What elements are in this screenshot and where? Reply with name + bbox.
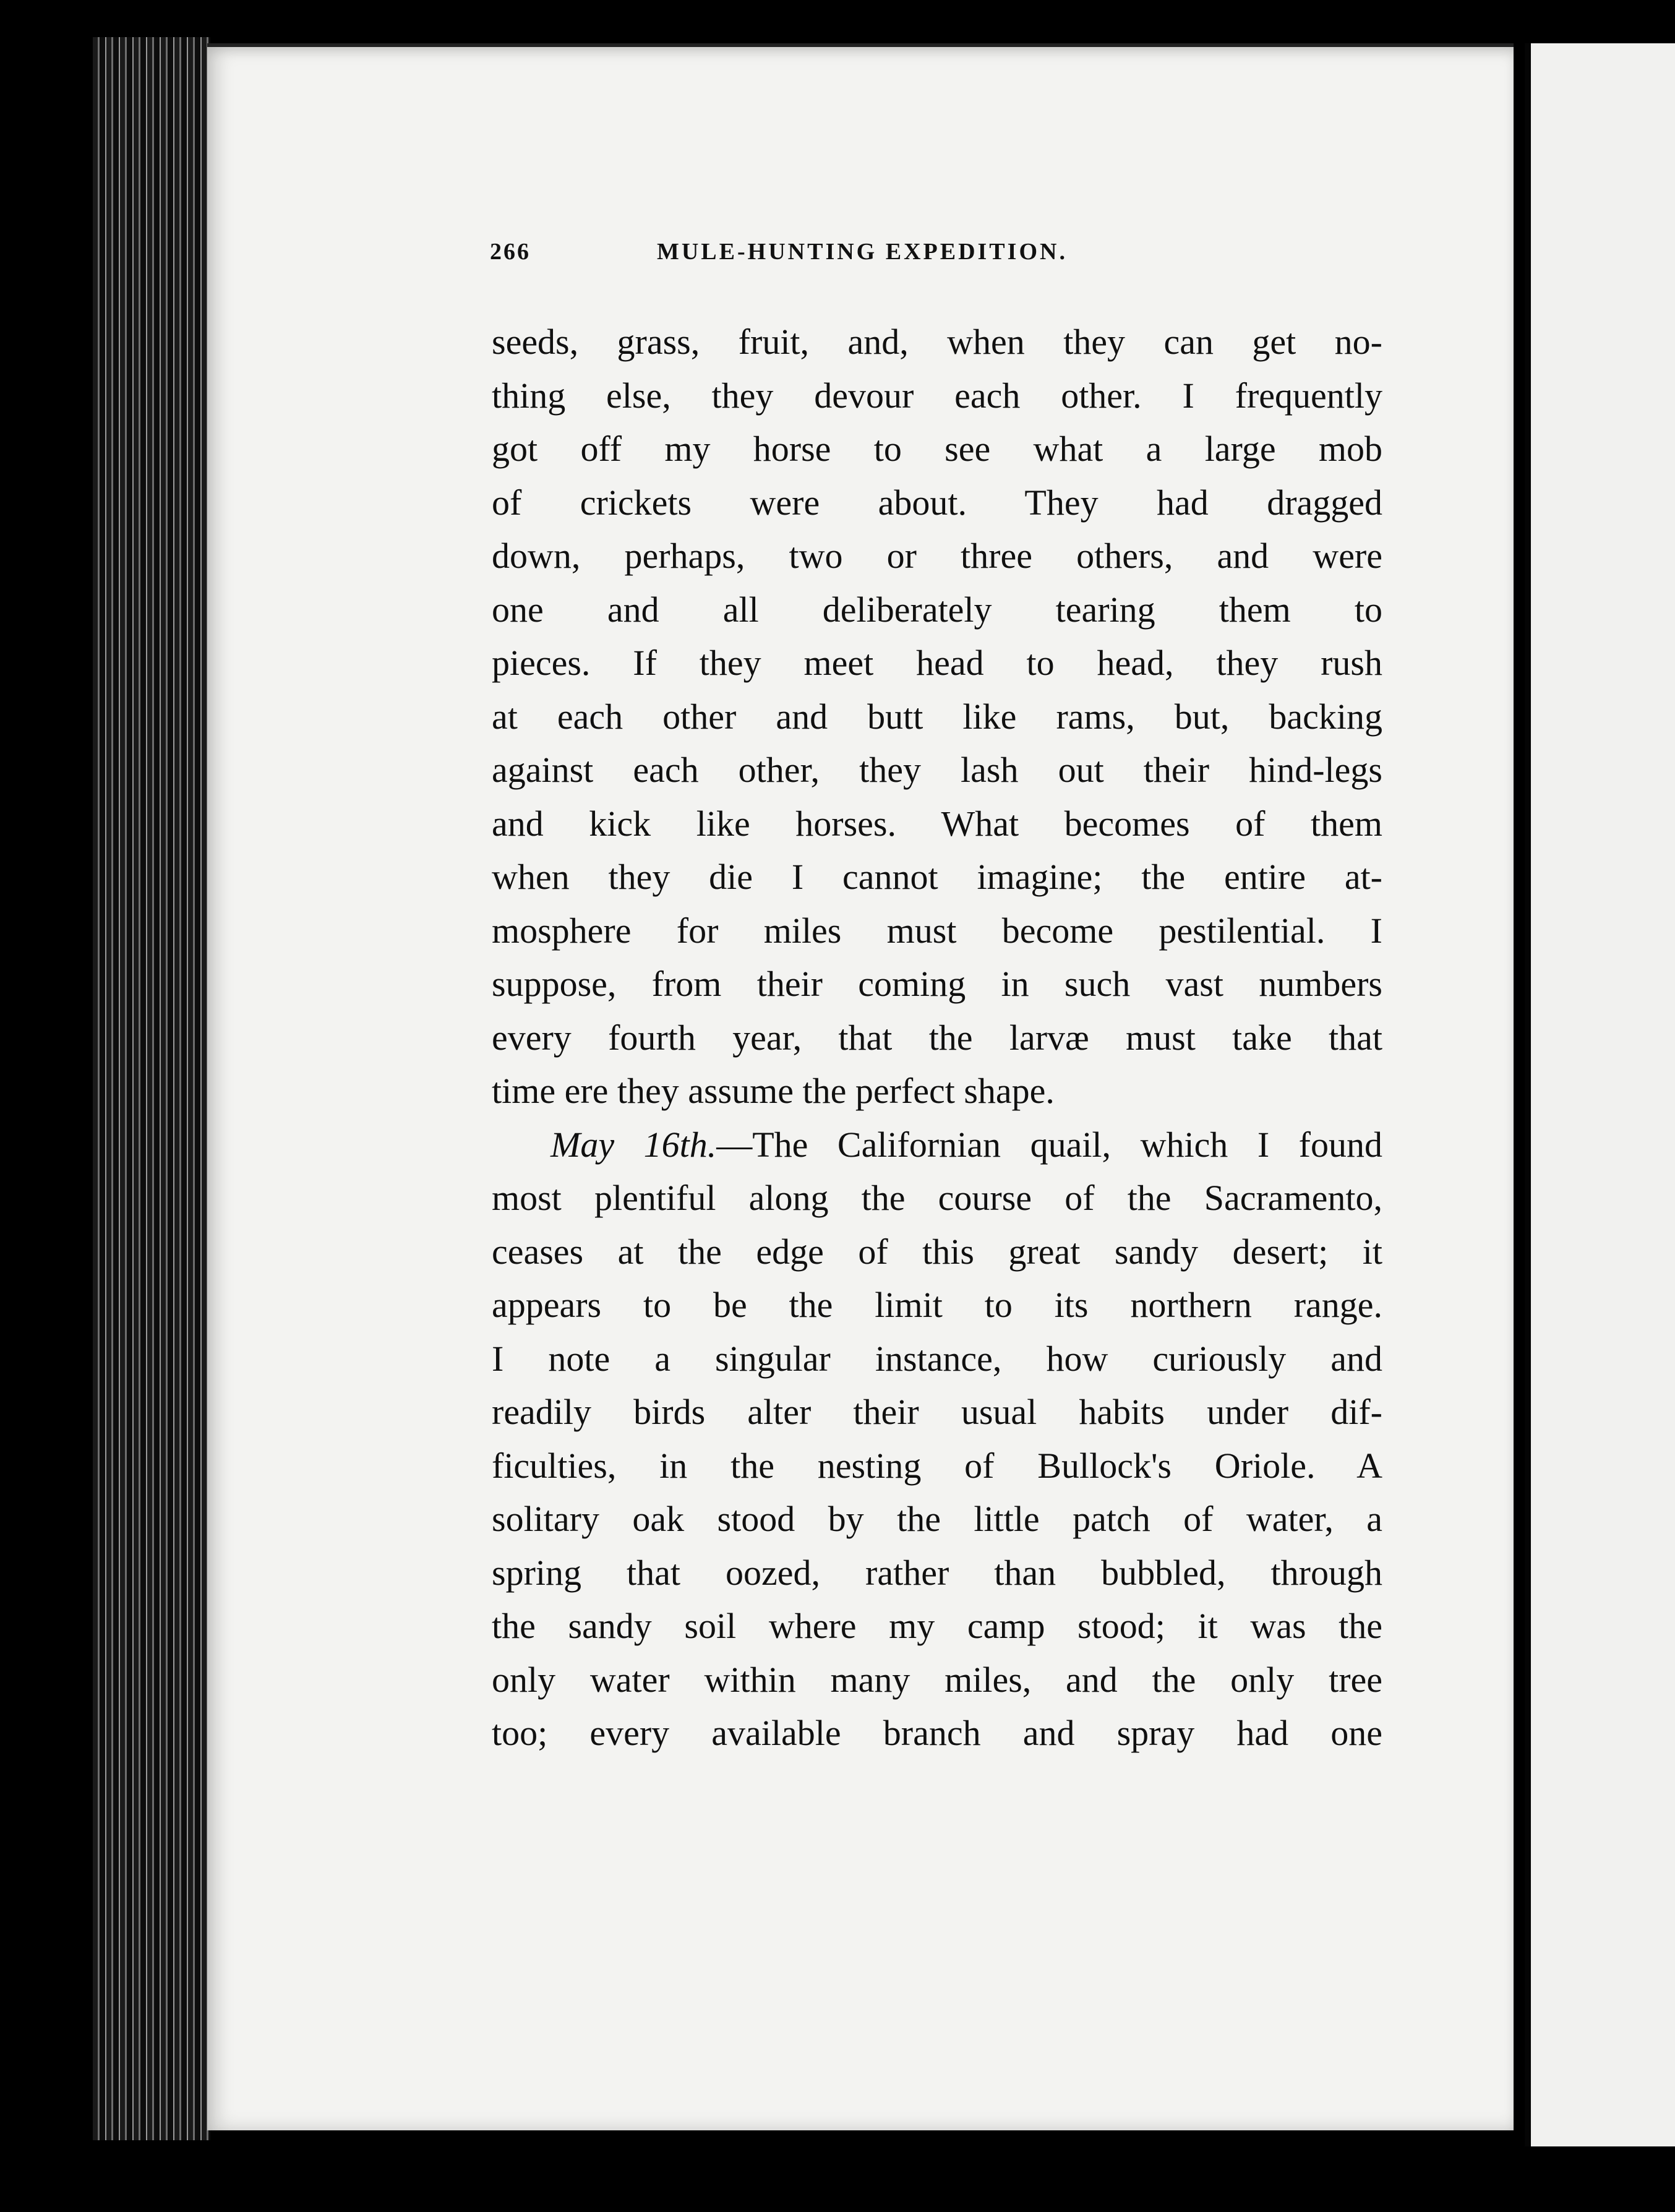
text-line: spring that oozed, rather than bubbled, through	[492, 1552, 1382, 1593]
text-line: readily birds alter their usual habits under dif-	[492, 1392, 1382, 1432]
body-text	[492, 315, 1382, 1760]
text-line: too; every available branch and spray had one	[492, 1713, 1382, 1753]
text-line: at each other and butt like rams, but, backing	[492, 696, 1382, 737]
text-line: one and all deliberately tearing them to	[492, 589, 1382, 630]
text-line: down, perhaps, two or three others, and were	[492, 536, 1382, 576]
text-line: only water within many miles, and the only tree	[492, 1659, 1382, 1700]
text-line: I note a singular instance, how curiously and	[492, 1338, 1382, 1379]
facing-page-edge	[1525, 43, 1675, 2146]
page-number: 266	[490, 239, 531, 265]
text-line: most plentiful along the course of the Sacramento,	[492, 1178, 1382, 1218]
text-line: against each other, they lash out their hind-legs	[492, 750, 1382, 790]
page-header	[286, 238, 1164, 275]
text-line: ficulties, in the nesting of Bullock's Oriole. A	[492, 1445, 1382, 1486]
text-line: thing else, they devour each other. I frequently	[492, 375, 1382, 416]
text-line: seeds, grass, fruit, and, when they can get no-	[492, 322, 1382, 362]
text-line: when they die I cannot imagine; the entire at-	[492, 857, 1382, 897]
text-line: pieces. If they meet head to head, they rush	[492, 643, 1382, 683]
text-line: every fourth year, that the larvæ must take that	[492, 1017, 1382, 1058]
text-line: mosphere for miles must become pestilential. I	[492, 910, 1382, 951]
text-line: the sandy soil where my camp stood; it was the	[492, 1606, 1382, 1646]
date-label: May 16th.	[550, 1124, 717, 1165]
text-line: solitary oak stood by the little patch of water, a	[492, 1499, 1382, 1539]
text-line: suppose, from their coming in such vast numbers	[492, 964, 1382, 1004]
text-line: time ere they assume the perfect shape.	[492, 1071, 1055, 1111]
book-page-edges	[93, 37, 210, 2140]
text-line: got off my horse to see what a large mob	[492, 429, 1382, 469]
running-head: MULE-HUNTING EXPEDITION.	[657, 239, 1068, 265]
text-line: appears to be the limit to its northern range.	[492, 1285, 1382, 1325]
paragraph-opening-line	[492, 1118, 1382, 1172]
text-fragment: —The Californian quail, which I found	[716, 1124, 1382, 1165]
text-line: and kick like horses. What becomes of them	[492, 803, 1382, 844]
text-line: ceases at the edge of this great sandy desert; it	[492, 1231, 1382, 1272]
text-line: of crickets were about. They had dragged	[492, 482, 1382, 523]
